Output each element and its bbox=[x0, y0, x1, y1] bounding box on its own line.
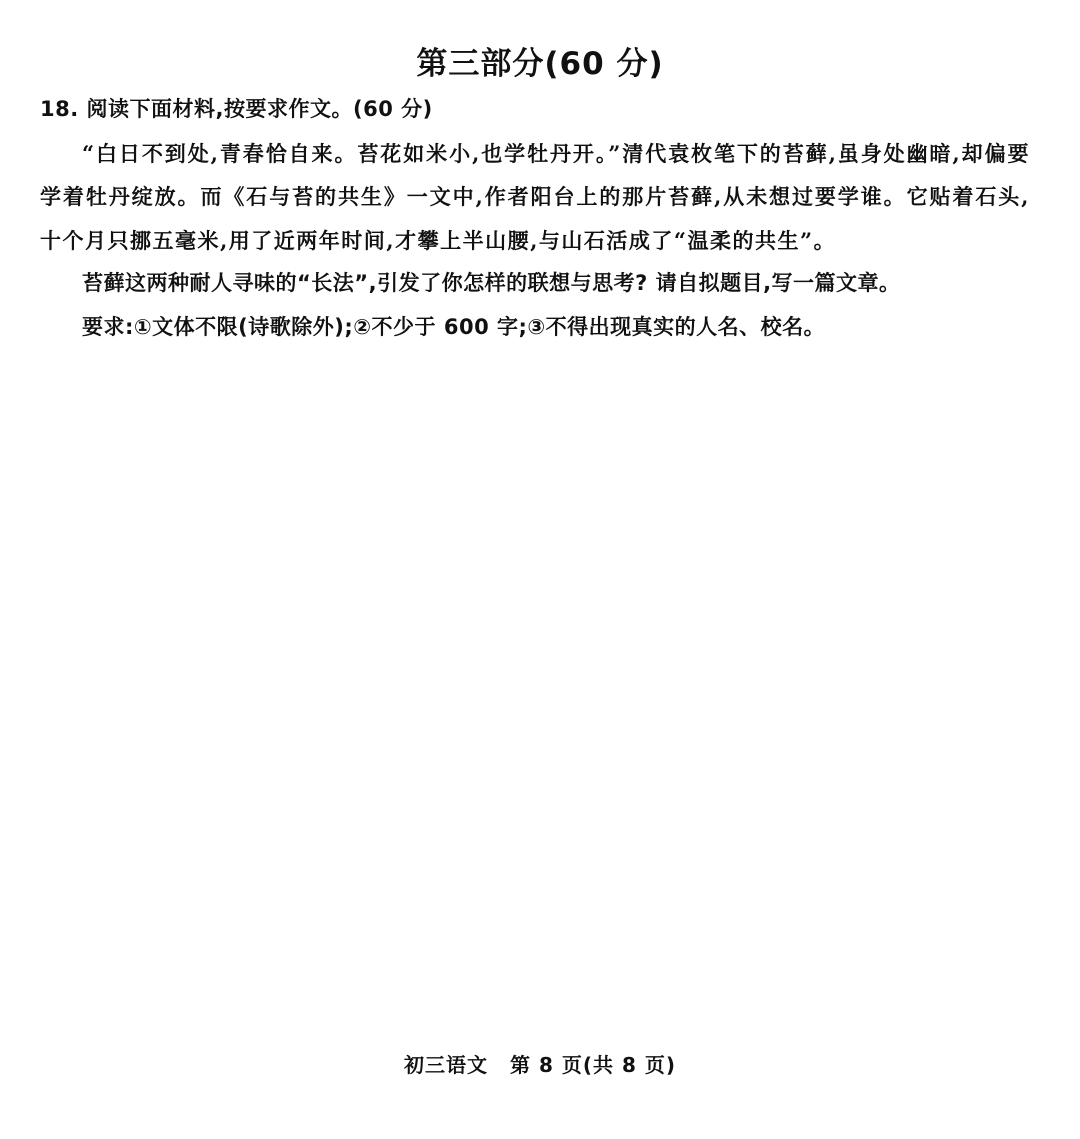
section-title: 第三部分(60 分) bbox=[416, 46, 664, 82]
prompt-paragraph: 苔藓这两种耐人寻味的“长法”,引发了你怎样的联想与思考? 请自拟题目,写一篇文章。 bbox=[82, 271, 901, 295]
question-content bbox=[40, 88, 1030, 349]
requirements-paragraph: 要求:①文体不限(诗歌除外);②不少于 600 字;③不得出现真实的人名、校名。 bbox=[82, 314, 826, 339]
page-footer bbox=[0, 1050, 1080, 1080]
footer-subject: 初三语文 bbox=[404, 1053, 489, 1077]
question-heading: 18. 阅读下面材料,按要求作文。(60 分) bbox=[40, 97, 433, 121]
material-paragraph: “白日不到处,青春恰自来。苔花如米小,也学牡丹开。”清代袁枚笔下的苔藓,虽身处幽暗,却偏要学着牡丹绽放。而《石与苔的共生》一文中,作者阳台上的那片苔藓,从未想过要学谁。它贴着石头,十个月只挪五毫米,用了近两年时间,才攀上半山腰,与山石活成了“温柔的共生”。 bbox=[40, 140, 1030, 253]
footer-page-info: 第 8 页(共 8 页) bbox=[510, 1053, 676, 1077]
